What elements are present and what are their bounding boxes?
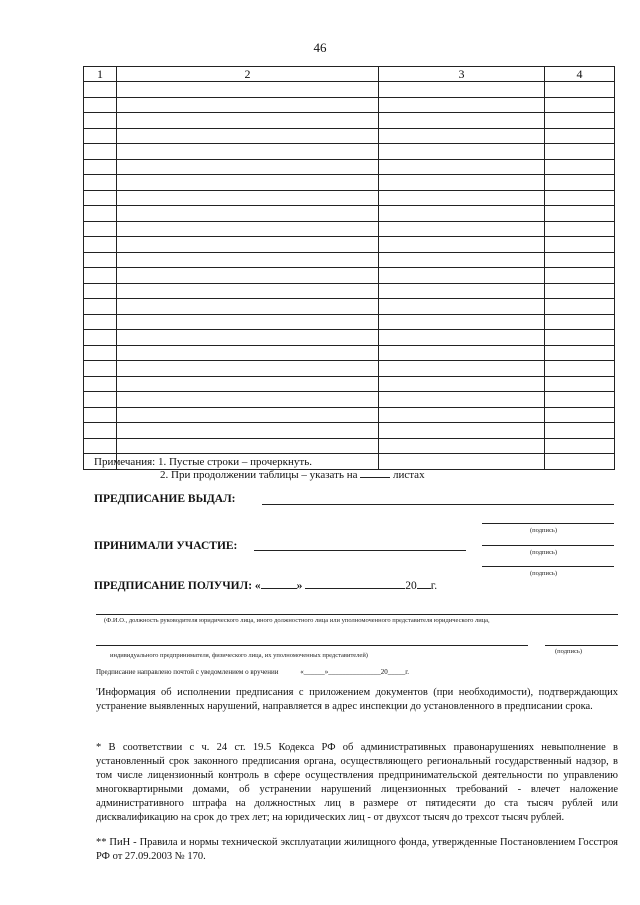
table-cell[interactable] <box>379 314 545 330</box>
table-cell[interactable] <box>84 314 117 330</box>
table-cell[interactable] <box>545 438 615 454</box>
table-cell[interactable] <box>117 175 379 191</box>
participant-name-line[interactable] <box>254 550 466 551</box>
table-row <box>84 407 615 423</box>
table-cell[interactable] <box>545 144 615 160</box>
table-row <box>84 175 615 191</box>
table-cell[interactable] <box>84 438 117 454</box>
table-cell[interactable] <box>379 423 545 439</box>
table-cell[interactable] <box>84 252 117 268</box>
table-row <box>84 159 615 175</box>
table-cell[interactable] <box>84 190 117 206</box>
table-cell[interactable] <box>84 206 117 222</box>
table-cell[interactable] <box>379 221 545 237</box>
mail-note: Предписание направлено почтой с уведомлением о вручении <box>96 668 279 676</box>
table-cell[interactable] <box>117 392 379 408</box>
table-row <box>84 361 615 377</box>
received-row <box>94 580 437 592</box>
table-cell[interactable] <box>379 345 545 361</box>
table-cell[interactable] <box>379 97 545 113</box>
table-cell[interactable] <box>379 361 545 377</box>
table-row <box>84 438 615 454</box>
table-cell[interactable] <box>379 252 545 268</box>
table-cell[interactable] <box>117 376 379 392</box>
table-cell[interactable] <box>545 97 615 113</box>
table-cell[interactable] <box>379 392 545 408</box>
table-cell[interactable] <box>117 128 379 144</box>
table-cell[interactable] <box>84 159 117 175</box>
table-cell[interactable] <box>84 283 117 299</box>
signature-caption-3: (подпись) <box>530 570 557 577</box>
table-row <box>84 268 615 284</box>
table-cell[interactable] <box>84 144 117 160</box>
table-cell[interactable] <box>84 221 117 237</box>
table-cell[interactable] <box>117 206 379 222</box>
info-paragraph: 'Информация об исполнении предписания с приложением документов (при необходимости), подтверждающих устранение выявленных нарушений, направляется в адрес инспекции до установленного в предписании срока. <box>96 687 618 712</box>
table-row <box>84 423 615 439</box>
column-header-2: 2 <box>117 67 379 82</box>
column-header-1: 1 <box>84 67 117 82</box>
table-body <box>84 82 615 470</box>
table-cell[interactable] <box>117 159 379 175</box>
table-cell[interactable] <box>84 423 117 439</box>
table-cell[interactable] <box>117 314 379 330</box>
violations-table <box>83 66 615 470</box>
received-label: ПРЕДПИСАНИЕ ПОЛУЧИЛ: <box>94 580 253 592</box>
table-row <box>84 144 615 160</box>
table-row <box>84 82 615 98</box>
date-close-quote: » <box>296 580 303 592</box>
table-cell[interactable] <box>545 268 615 284</box>
table-cell[interactable] <box>379 206 545 222</box>
fio-caption-2: индивидуального предпринимателя, физического лица, их уполномоченных представителей) <box>110 652 368 659</box>
table-cell[interactable] <box>84 392 117 408</box>
table-cell[interactable] <box>379 438 545 454</box>
table-row <box>84 345 615 361</box>
table-cell[interactable] <box>84 237 117 253</box>
table-cell[interactable] <box>84 268 117 284</box>
table-cell[interactable] <box>84 299 117 315</box>
table-cell[interactable] <box>379 175 545 191</box>
page-number: 46 <box>313 40 327 55</box>
table-row <box>84 128 615 144</box>
participated-label: ПРИНИМАЛИ УЧАСТИЕ: <box>94 540 238 552</box>
mail-note-row <box>96 668 409 676</box>
table-row <box>84 283 615 299</box>
issued-name-line[interactable] <box>262 504 614 505</box>
table-cell[interactable] <box>84 128 117 144</box>
table-cell[interactable] <box>117 330 379 346</box>
table-cell[interactable] <box>379 113 545 129</box>
table-cell[interactable] <box>545 330 615 346</box>
table-cell[interactable] <box>545 345 615 361</box>
date-open-quote: « <box>254 580 261 592</box>
table-cell[interactable] <box>117 299 379 315</box>
table-cell[interactable] <box>379 144 545 160</box>
table-cell[interactable] <box>545 190 615 206</box>
table-cell[interactable] <box>545 454 615 470</box>
table-cell[interactable] <box>117 144 379 160</box>
table-cell[interactable] <box>117 361 379 377</box>
table-cell[interactable] <box>117 268 379 284</box>
table-cell[interactable] <box>117 190 379 206</box>
fio-line-2[interactable] <box>96 645 528 646</box>
table-cell[interactable] <box>117 283 379 299</box>
table-cell[interactable] <box>117 407 379 423</box>
table-cell[interactable] <box>84 407 117 423</box>
table-row <box>84 252 615 268</box>
table-row <box>84 376 615 392</box>
table-cell[interactable] <box>379 190 545 206</box>
fio-line[interactable] <box>96 614 618 615</box>
issued-signature-line[interactable] <box>482 523 614 524</box>
participant-signature-line-1[interactable] <box>482 545 614 546</box>
table-cell[interactable] <box>545 299 615 315</box>
signature-caption-4: (подпись) <box>555 648 582 655</box>
table-row <box>84 221 615 237</box>
table-cell[interactable] <box>545 283 615 299</box>
table-cell[interactable] <box>545 361 615 377</box>
table-row <box>84 190 615 206</box>
table-cell[interactable] <box>117 345 379 361</box>
table-cell[interactable] <box>117 97 379 113</box>
table-row <box>84 97 615 113</box>
notes <box>94 456 425 482</box>
issued-label: ПРЕДПИСАНИЕ ВЫДАЛ: <box>94 493 236 505</box>
column-header-4: 4 <box>545 67 615 82</box>
participant-signature-line-2[interactable] <box>482 566 614 567</box>
note-line-2-prefix: 2. При продолжении таблицы – указать на <box>160 469 358 481</box>
mail-date: «______»_______________20_____г. <box>300 668 410 676</box>
note-line-2-suffix: листах <box>392 469 425 481</box>
table-cell[interactable] <box>545 82 615 98</box>
table-cell[interactable] <box>84 175 117 191</box>
table-row <box>84 113 615 129</box>
table-cell[interactable] <box>545 237 615 253</box>
table-cell[interactable] <box>117 82 379 98</box>
table-cell[interactable] <box>545 423 615 439</box>
received-month-field[interactable] <box>305 588 405 589</box>
footnote-1: * В соответствии с ч. 24 ст. 19.5 Кодекса РФ об административных правонарушениях невыполнение в установленный срок законного предписания органа, осуществляющего региональный государственный надзор, в том числе лицензионный контроль в сфере осуществления предпринимательской деятельности по управлению многоквартирными домами, об устранении нарушений лицензионных требований - влечет наложение административного штрафа на должностных лиц в размере от пятидесяти до ста тысяч рублей или дисквалификацию на срок до трех лет; на юридических лиц - от двухсот тысяч до трехсот тысяч рублей. <box>96 742 618 823</box>
table-cell[interactable] <box>545 376 615 392</box>
column-header-3: 3 <box>379 67 545 82</box>
table-row <box>84 392 615 408</box>
sheets-count-field[interactable] <box>360 477 390 478</box>
table-cell[interactable] <box>545 159 615 175</box>
table-cell[interactable] <box>84 376 117 392</box>
table-cell[interactable] <box>117 252 379 268</box>
table-cell[interactable] <box>84 330 117 346</box>
table-cell[interactable] <box>84 82 117 98</box>
table-cell[interactable] <box>545 175 615 191</box>
table-cell[interactable] <box>545 252 615 268</box>
table-cell[interactable] <box>379 376 545 392</box>
table-cell[interactable] <box>545 314 615 330</box>
table-row <box>84 206 615 222</box>
table-cell[interactable] <box>379 330 545 346</box>
table-header-row <box>84 67 615 82</box>
table-row <box>84 299 615 315</box>
table-row <box>84 237 615 253</box>
table-cell[interactable] <box>379 268 545 284</box>
table-cell[interactable] <box>379 299 545 315</box>
table-cell[interactable] <box>379 82 545 98</box>
table-cell[interactable] <box>545 128 615 144</box>
table-cell[interactable] <box>545 392 615 408</box>
table-cell[interactable] <box>379 237 545 253</box>
fio-caption: (Ф.И.О., должность руководителя юридического лица, иного должностного лица или уполномоченного представителя юридического лица, <box>104 617 490 624</box>
note-line-2 <box>94 469 425 482</box>
table-cell[interactable] <box>117 438 379 454</box>
table-cell[interactable] <box>379 283 545 299</box>
table-cell[interactable] <box>379 128 545 144</box>
table-cell[interactable] <box>379 159 545 175</box>
signature-caption-2: (подпись) <box>530 549 557 556</box>
table-row <box>84 330 615 346</box>
table-cell[interactable] <box>84 97 117 113</box>
received-day-field[interactable] <box>261 588 297 589</box>
table-row <box>84 314 615 330</box>
table-cell[interactable] <box>117 423 379 439</box>
table-cell[interactable] <box>545 113 615 129</box>
table-cell[interactable] <box>117 221 379 237</box>
footnote-2: ** ПиН - Правила и нормы технической эксплуатации жилищного фонда, утвержденные Постановлением Госстроя РФ от 27.09.2003 № 170. <box>96 837 618 862</box>
table-cell[interactable] <box>379 407 545 423</box>
table-cell[interactable] <box>117 237 379 253</box>
signature-caption-1: (подпись) <box>530 527 557 534</box>
table-cell[interactable] <box>84 113 117 129</box>
table-cell[interactable] <box>545 221 615 237</box>
received-year-prefix: 20 <box>405 580 417 592</box>
recipient-signature-line[interactable] <box>545 645 618 646</box>
table-cell[interactable] <box>545 206 615 222</box>
table-cell[interactable] <box>84 361 117 377</box>
note-line-1: Примечания: 1. Пустые строки – прочеркнуть. <box>94 456 312 468</box>
table-cell[interactable] <box>117 113 379 129</box>
table-cell[interactable] <box>545 407 615 423</box>
received-year-field[interactable] <box>417 588 431 589</box>
received-year-suffix: г. <box>430 580 438 592</box>
table-cell[interactable] <box>84 345 117 361</box>
